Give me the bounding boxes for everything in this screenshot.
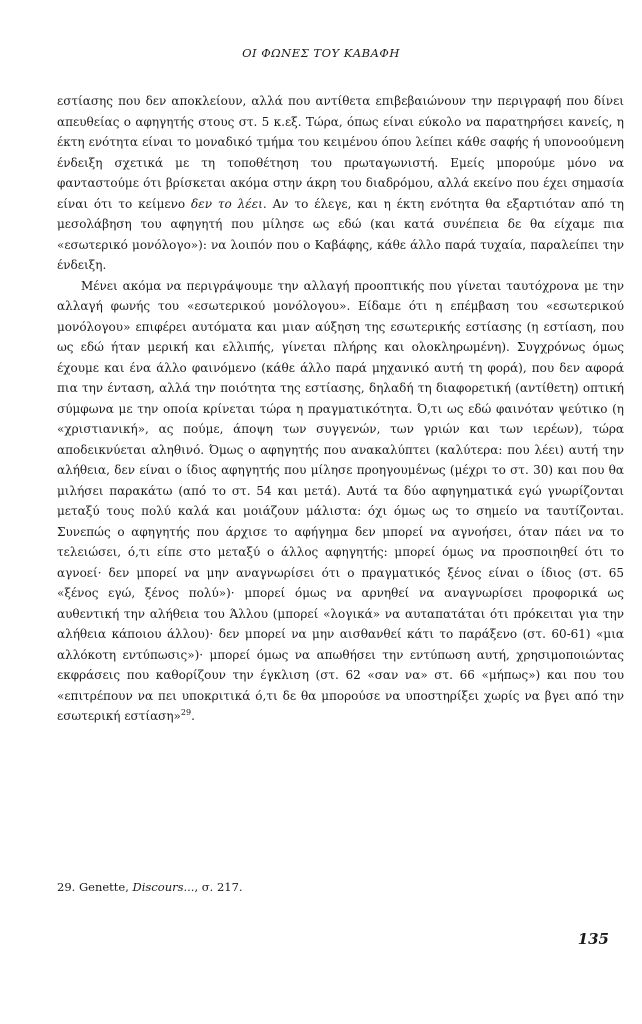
paragraph-1 bbox=[57, 91, 624, 276]
paragraph-2-text: Μένει ακόμα να περιγράψουμε την αλλαγή προοπτικής που γίνεται ταυτόχρονα με την αλλαγή φωνής του «εσωτερικού μονόλογου». Είδαμε ότι η επέμβαση του «εσωτερικού μονόλογου» επιφέρει αυτόματα και μιαν αύξηση της εσωτερικής εστίασης (η εστίαση, που ως εδώ ήταν μερική και ελλιπής, γίνεται πλήρης και ολοκληρωμένη). Συγχρόνως όμως έχουμε και ένα άλλο φαινόμενο (κάθε άλλο παρά μηχανικό αυτή τη φορά), που δεν αφορά πια την ένταση, αλλά την ποιότητα της εστίασης, δηλαδή τη διαφορετική (αντίθετη) οπτική σύμφωνα με την οποία κρίνεται τώρα η πραγματικότητα. Ό,τι ως εδώ φαινόταν ψεύτικο (η «χριστιανική», ας πούμε, άποψη των συγγενών, των γριών και των ιερέων), τώρα αποδεικνύεται αληθινό. Όμως ο αφηγητής που ανακαλύπτει (καλύτερα: που λέει) αυτή την αλήθεια, δεν είναι ο ίδιος αφηγητής που μίλησε προηγουμένως (μέχρι το στ. 30) και που θα μιλήσει παρακάτω (από το στ. 54 και μετά). Αυτά τα δύο αφηγηματικά εγώ γνωρίζονται μεταξύ τους πολύ καλά και μοιάζουν μάλιστα: όχι όμως ως το σημείο να ταυτίζονται. Συνεπώς ο αφηγητής που άρχισε το αφήγημα δεν μπορεί να αγνοήσει, όταν πάει να το τελειώσει, ό,τι είπε στο μεταξύ ο άλλος αφηγητής: μπορεί όμως να προσποιηθεί ότι το αγνοεί· δεν μπορεί να μην αναγνωρίσει ότι ο πραγματικός ξένος είναι ο ίδιος (στ. 65 «ξένος εγώ, ξένος πολύ»)· μπορεί όμως να αρνηθεί να αναγνωρίσει προφορικά ως αυθεντική την αλήθεια του Άλλου (μπορεί «λογικά» να αυταπατάται ότι πρόκειται για την αλήθεια κάποιου άλλου)· δεν μπορεί να μην αισθανθεί κάτι το παράξενο (στ. 60-61) «μια αλλόκοτη εντύπωσις»)· μπορεί όμως να απωθήσει την εντύπωση αυτή, χρησιμοποιώντας εκφράσεις που καθορίζουν την έγκλιση (στ. 62 «σαν να» στ. 66 «μήπως») και που του «επιτρέπουν να πει υποκριτικά ό,τι δε θα μπορούσε να υποστηρίξει χωρίς να βγει από την εσωτερική εστίαση» bbox=[57, 278, 624, 723]
footnote-number: 29. bbox=[57, 880, 76, 894]
paragraph-1-emphasis: δεν το λέει bbox=[191, 196, 263, 211]
footnote-reference: 29 bbox=[180, 708, 192, 717]
main-text bbox=[57, 91, 624, 727]
paragraph-1-text-a: εστίασης που δεν αποκλείουν, αλλά που αντίθετα επιβεβαιώνουν την περιγραφή που δίνει απευθείας ο αφηγητής στους στ. 5 κ.εξ. Τώρα, όπως είναι εύκολο να παρατηρήσει κανείς, η έκτη ενότητα είναι το μοναδικό τμήμα του κειμένου όπου λείπει κάθε σαφής ή υπονοούμενη ένδειξη σχετικά με τη τοποθέτηση του πρωταγωνιστή. Εμείς μπορούμε μόνο να φανταστούμε ότι βρίσκεται ακόμα στην άκρη του διαδρόμου, αλλά εκείνο που έχει σημασία είναι ότι το κείμενο bbox=[57, 94, 624, 211]
paragraph-1-text-b: . Αν το έλεγε, και η έκτη ενότητα θα εξαρτιόταν από τη μεσολάβηση του αφηγητή που μίλησε ως εδώ (και κατά συνέπεια δε θα είχαμε πια «εσωτερικό μονόλογο»): να λοιπόν που ο Καβάφης, κάθε άλλο παρά τυχαία, παραλείπει την ένδειξη. bbox=[57, 196, 624, 272]
footnote-author: Genette, bbox=[78, 880, 129, 894]
footnote-title: Discours... bbox=[132, 880, 195, 894]
footnote-page: , σ. 217. bbox=[194, 880, 243, 894]
paragraph-2 bbox=[57, 276, 624, 727]
footnote bbox=[57, 880, 624, 894]
paragraph-2-end: . bbox=[191, 709, 195, 723]
page-number: 135 bbox=[577, 930, 609, 948]
running-head: ΟΙ ΦΩΝΕΣ ΤΟΥ ΚΑΒΑΦΗ bbox=[242, 46, 400, 60]
